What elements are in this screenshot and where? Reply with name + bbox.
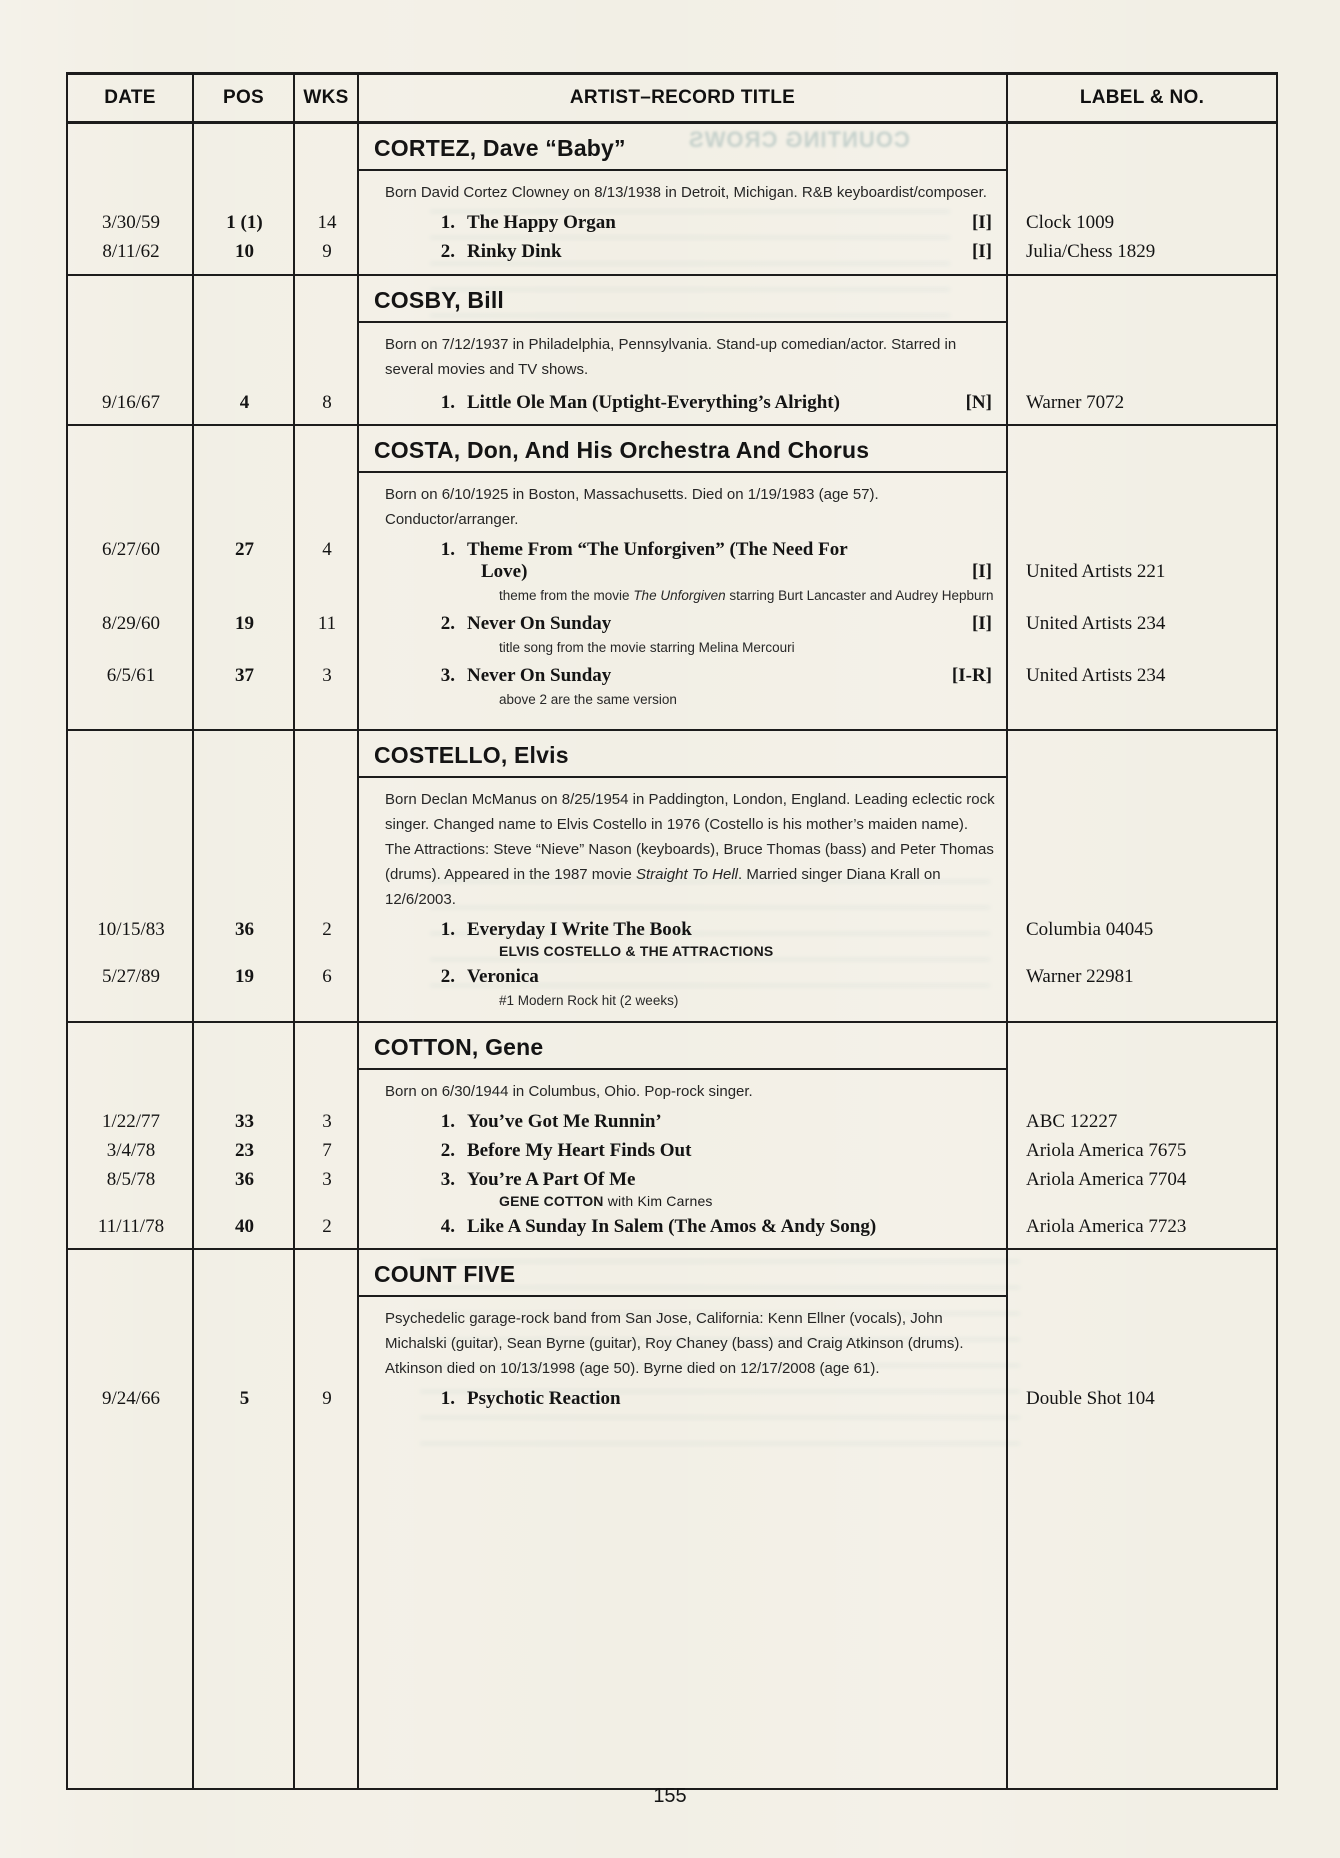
- song-date: 8/5/78: [106, 1169, 156, 1190]
- song-artist-credit: [499, 943, 1276, 959]
- column-divider: [192, 426, 194, 729]
- song-row: [68, 665, 1276, 687]
- column-divider: [192, 731, 194, 1021]
- artist-bio: Born on 6/30/1944 in Columbus, Ohio. Pop-rock singer.: [385, 1083, 753, 1100]
- artist-heading: [359, 426, 1008, 473]
- song-wks: 4: [322, 539, 332, 560]
- song-row: [68, 1388, 1276, 1410]
- song-title: Never On Sunday: [467, 613, 612, 634]
- song-row: [68, 1216, 1276, 1238]
- artist-name: COSTA, Don, And His Orchestra And Chorus: [374, 437, 870, 463]
- song-pos: 23: [235, 1140, 254, 1161]
- song-row: [68, 1140, 1276, 1162]
- song-pos: 4: [239, 392, 250, 413]
- song-row: [68, 212, 1276, 234]
- artist-section-cotton: [68, 1021, 1276, 1248]
- song-title: Little Ole Man (Uptight-Everything’s Alright): [467, 392, 840, 413]
- song-title: Never On Sunday: [467, 665, 612, 686]
- artist-heading: [359, 276, 1008, 323]
- column-header-artist: ARTIST–RECORD TITLE: [359, 75, 1008, 121]
- song-pos: 40: [235, 1216, 254, 1237]
- song-label: Warner 22981: [1026, 966, 1134, 987]
- song-label: ABC 12227: [1026, 1111, 1118, 1132]
- song-number: 2.: [440, 613, 455, 634]
- song-date: 6/27/60: [101, 539, 161, 560]
- table-header-row: [68, 75, 1276, 124]
- artist-section-cosby: [68, 274, 1276, 424]
- song-note: above 2 are the same version: [499, 692, 677, 707]
- artist-name: COTTON, Gene: [374, 1034, 544, 1060]
- bio-text: Born Declan McManus on 8/25/1954 in Paddington, London, England. Leading eclectic rock singer. Changed name to Elvis Costello in 1976 (Costello is his mother’s maiden name). The Attractions: Steve “Nieve” Nason (keyboards), Bruce Thomas (bass) and Peter Thomas (drums). Appeared in the 1987 movie: [385, 791, 995, 883]
- song-title: Veronica: [467, 966, 539, 987]
- artist-bio: Born on 7/12/1937 in Philadelphia, Pennsylvania. Stand-up comedian/actor. Starred in several movies and TV shows.: [385, 336, 957, 378]
- song-date: 8/29/60: [101, 613, 161, 634]
- column-divider: [192, 1023, 194, 1248]
- song-date: 9/16/67: [101, 392, 161, 413]
- song-title: You’re A Part Of Me: [467, 1169, 636, 1190]
- song-number: 1.: [440, 1388, 455, 1409]
- song-title-line2: Love): [481, 561, 528, 582]
- artist-heading: [359, 731, 1008, 778]
- song-date: 11/11/78: [97, 1216, 165, 1237]
- column-divider: [293, 124, 295, 274]
- page-number: 155: [653, 1785, 687, 1807]
- song-title: [467, 539, 972, 583]
- artist-section-costello: [68, 729, 1276, 1021]
- song-row: [68, 613, 1276, 635]
- song-row: [68, 1111, 1276, 1133]
- song-label: United Artists 234: [1026, 613, 1166, 634]
- song-code: [I]: [971, 613, 992, 634]
- song-number: 2.: [440, 1140, 455, 1161]
- song-code: [I]: [971, 212, 992, 233]
- song-wks: 3: [322, 665, 332, 686]
- song-label: Ariola America 7723: [1026, 1216, 1187, 1237]
- song-code: [N]: [965, 392, 992, 413]
- song-row: [68, 241, 1276, 263]
- song-title: Before My Heart Finds Out: [467, 1140, 692, 1161]
- song-title: The Happy Organ: [467, 212, 616, 233]
- artist-name: CORTEZ, Dave “Baby”: [374, 135, 626, 161]
- song-pos: 10: [235, 241, 254, 262]
- song-pos: 33: [235, 1111, 254, 1132]
- column-header-wks: WKS: [295, 75, 359, 121]
- song-pos: 19: [235, 966, 254, 987]
- song-number: 1.: [440, 539, 455, 560]
- song-row: [68, 1169, 1276, 1191]
- column-header-label: LABEL & NO.: [1079, 87, 1205, 108]
- column-divider: [293, 426, 295, 729]
- bleed-through-text: COUNTING CROWS: [688, 127, 910, 152]
- artist-section-cortez: [68, 124, 1276, 274]
- column-divider: [357, 426, 359, 729]
- song-note: [499, 585, 999, 606]
- artist-bio: [385, 778, 997, 912]
- column-divider: [357, 276, 359, 424]
- column-divider: [293, 276, 295, 424]
- song-number: 3.: [440, 665, 455, 686]
- song-row: [68, 392, 1276, 414]
- column-divider: [293, 1250, 295, 1788]
- column-divider: [1006, 124, 1008, 274]
- song-pos: 5: [239, 1388, 250, 1409]
- bio-movie-title: Straight To Hell: [635, 866, 738, 883]
- artist-heading: [359, 124, 1008, 171]
- song-label: United Artists 221: [1026, 561, 1166, 582]
- credit-text: with Kim Carnes: [603, 1193, 713, 1209]
- song-label: Julia/Chess 1829: [1026, 241, 1156, 262]
- artist-section-count-five: [68, 1248, 1276, 1788]
- column-divider: [1006, 276, 1008, 424]
- song-date: 9/24/66: [101, 1388, 161, 1409]
- column-divider: [192, 124, 194, 274]
- song-note: #1 Modern Rock hit (2 weeks): [499, 993, 679, 1008]
- song-title: Everyday I Write The Book: [467, 919, 692, 940]
- song-title: Like A Sunday In Salem (The Amos & Andy Song): [467, 1216, 877, 1237]
- column-header-pos: POS: [194, 75, 295, 121]
- song-title: Rinky Dink: [467, 241, 562, 262]
- song-wks: 7: [322, 1140, 332, 1161]
- song-label: Ariola America 7675: [1026, 1140, 1187, 1161]
- song-code: [I]: [971, 561, 992, 582]
- column-divider: [1006, 1023, 1008, 1248]
- song-date: 8/11/62: [102, 241, 160, 262]
- song-note: title song from the movie starring Melina Mercouri: [499, 640, 795, 655]
- artist-bio: Psychedelic garage-rock band from San Jose, California: Kenn Ellner (vocals), John Michalski (guitar), Sean Byrne (guitar), Roy Chaney (bass) and Craig Atkinson (drums). Atkinson died on 10/13/1998 (age 50). Byrne died on 12/17/2008 (age 61).: [385, 1310, 964, 1377]
- song-pos: 36: [235, 919, 254, 940]
- note-text: starring Burt Lancaster and Audrey Hepburn: [725, 588, 994, 603]
- song-pos: 36: [235, 1169, 254, 1190]
- song-date: 5/27/89: [101, 966, 161, 987]
- column-divider: [357, 124, 359, 274]
- song-date: 6/5/61: [106, 665, 156, 686]
- song-code: [I]: [971, 241, 992, 262]
- song-wks: 9: [322, 1388, 332, 1409]
- bio-text: . Married singer Diana Krall on 12/6/2003.: [385, 866, 941, 908]
- column-divider: [1006, 1250, 1008, 1788]
- column-divider: [357, 1023, 359, 1248]
- artist-name: COSBY, Bill: [374, 287, 505, 313]
- song-date: 3/30/59: [101, 212, 161, 233]
- song-label: United Artists 234: [1026, 665, 1166, 686]
- song-wks: 3: [322, 1111, 332, 1132]
- song-number: 1.: [440, 392, 455, 413]
- song-label: Double Shot 104: [1026, 1388, 1155, 1409]
- column-divider: [192, 1250, 194, 1788]
- column-divider: [357, 1250, 359, 1788]
- song-title-line1: Theme From “The Unforgiven” (The Need For: [467, 539, 848, 560]
- column-divider: [293, 731, 295, 1021]
- column-divider: [192, 276, 194, 424]
- song-label: Clock 1009: [1026, 212, 1115, 233]
- artist-heading: [359, 1023, 1008, 1070]
- song-wks: 11: [317, 613, 337, 634]
- song-wks: 14: [317, 212, 337, 233]
- song-number: 3.: [440, 1169, 455, 1190]
- song-label: Ariola America 7704: [1026, 1169, 1187, 1190]
- song-number: 1.: [440, 1111, 455, 1132]
- song-date: 1/22/77: [101, 1111, 161, 1132]
- artist-name: COSTELLO, Elvis: [374, 742, 569, 768]
- artist-bio: Born David Cortez Clowney on 8/13/1938 in Detroit, Michigan. R&B keyboardist/composer.: [385, 184, 987, 201]
- song-artist-credit: [499, 1193, 1276, 1209]
- note-text: theme from the movie: [499, 588, 634, 603]
- song-pos: 27: [235, 539, 254, 560]
- song-date: 3/4/78: [106, 1140, 156, 1161]
- column-header-date: DATE: [68, 75, 194, 121]
- song-wks: 2: [322, 1216, 332, 1237]
- song-number: 2.: [440, 966, 455, 987]
- song-number: 1.: [440, 212, 455, 233]
- artist-heading: [359, 1250, 1008, 1297]
- credit-text: ELVIS COSTELLO & THE ATTRACTIONS: [499, 943, 774, 959]
- artist-name: COUNT FIVE: [374, 1261, 516, 1287]
- song-row: [68, 539, 1276, 583]
- song-pos: 37: [235, 665, 254, 686]
- song-number: 2.: [440, 241, 455, 262]
- column-divider: [1006, 426, 1008, 729]
- song-title: You’ve Got Me Runnin’: [467, 1111, 662, 1132]
- song-row: [68, 966, 1276, 988]
- song-title: Psychotic Reaction: [467, 1388, 621, 1409]
- song-number: 1.: [440, 919, 455, 940]
- song-row: [68, 919, 1276, 941]
- song-label: Warner 7072: [1026, 392, 1125, 413]
- column-divider: [357, 731, 359, 1021]
- song-pos: 1 (1): [226, 212, 263, 233]
- song-wks: 9: [322, 241, 332, 262]
- song-label: Columbia 04045: [1026, 919, 1154, 940]
- song-code: [I-R]: [951, 665, 992, 686]
- artist-bio: Born on 6/10/1925 in Boston, Massachusetts. Died on 1/19/1983 (age 57). Conductor/arranger.: [385, 486, 879, 528]
- song-wks: 6: [322, 966, 332, 987]
- song-wks: 2: [322, 919, 332, 940]
- credit-text: GENE COTTON: [499, 1193, 604, 1209]
- artist-section-costa: [68, 424, 1276, 729]
- song-wks: 3: [322, 1169, 332, 1190]
- note-movie-title: The Unforgiven: [633, 588, 726, 603]
- song-pos: 19: [235, 613, 254, 634]
- column-divider: [293, 1023, 295, 1248]
- song-wks: 8: [322, 392, 332, 413]
- song-number: 4.: [440, 1216, 455, 1237]
- column-divider: [1006, 731, 1008, 1021]
- song-date: 10/15/83: [97, 919, 165, 940]
- chart-table: [66, 72, 1278, 1790]
